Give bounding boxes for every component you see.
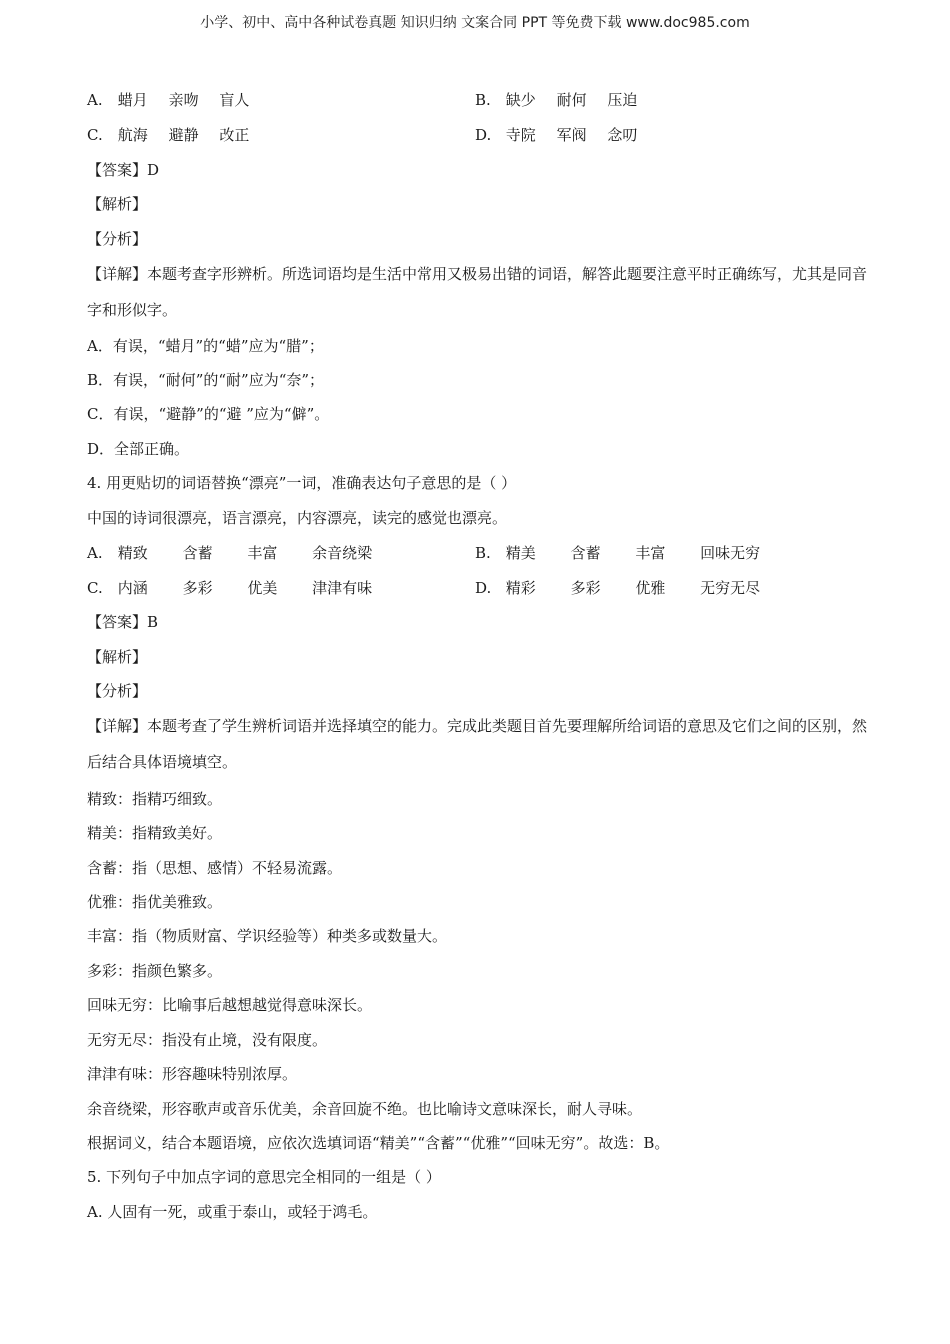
q4-sentence: 中国的诗词很漂亮，语言漂亮，内容漂亮，读完的感觉也漂亮。 [87,509,508,527]
q4-def-jingzhi: 精致：指精巧细致。 [87,790,223,808]
q3-jiexi: 【解析】 [87,195,148,213]
q5-option-a: A. 人固有一死，或重于泰山，或轻于鸿毛。 [87,1203,378,1221]
q4-option-a: A. 精致 含蓄 丰富 余音绕梁 [87,544,373,562]
q4-jiexi: 【解析】 [87,648,148,666]
q4-def-youya: 优雅：指优美雅致。 [87,893,223,911]
q4-stem: 4. 用更贴切的词语替换“漂亮”一词，准确表达句子意思的是（ ） [87,474,517,492]
q3-line-b: B．有误，“耐何”的“耐”应为“奈”； [87,371,325,389]
page-header: 小学、初中、高中各种试卷真题 知识归纳 文案合同 PPT 等免费下载 www.doc985.com [200,15,750,31]
q3-fenxi: 【分析】 [87,230,148,248]
q3-answer: 【答案】D [87,161,160,179]
q3-option-b: B. 缺少 耐何 压迫 [475,91,638,109]
q4-answer: 【答案】B [87,613,159,631]
q3-line-c: C．有误，“避静”的“避 ”应为“僻”。 [87,405,330,423]
q4-detail: 【详解】本题考查了学生辨析词语并选择填空的能力。完成此类题目首先要理解所给词语的意思及它们之间的区别，然后结合具体语境填空。 [87,717,868,771]
q4-def-yuyin: 余音绕梁，形容歌声或音乐优美，余音回旋不绝。也比喻诗文意味深长，耐人寻味。 [87,1100,643,1118]
q4-def-huiwei: 回味无穷：比喻事后越想越觉得意味深长。 [87,996,373,1014]
q3-option-a: A. 蜡月 亲吻 盲人 [87,91,250,109]
q4-def-jinjin: 津津有味：形容趣味特别浓厚。 [87,1065,298,1083]
q4-option-d: D. 精彩 多彩 优雅 无穷无尽 [475,579,761,597]
q4-def-hanxu: 含蓄：指（思想、感情）不轻易流露。 [87,859,343,877]
q4-def-fengfu: 丰富：指（物质财富、学识经验等）种类多或数量大。 [87,927,448,945]
q5-stem: 5. 下列句子中加点字词的意思完全相同的一组是（ ） [87,1168,441,1186]
q3-line-d: D．全部正确。 [87,440,190,458]
q3-detail: 【详解】本题考查字形辨析。所选词语均是生活中常用又极易出错的词语，解答此题要注意平时正确练写，尤其是同音字和形似字。 [87,265,868,319]
q3-option-d: D. 寺院 军阀 念叨 [475,126,638,144]
q3-option-c: C. 航海 避静 改正 [87,126,250,144]
q4-def-wuqiong: 无穷无尽：指没有止境，没有限度。 [87,1031,328,1049]
q4-option-b: B. 精美 含蓄 丰富 回味无穷 [475,544,761,562]
q3-line-a: A．有误，“蜡月”的“蜡”应为“腊”； [87,337,324,355]
q4-def-jingmei: 精美：指精致美好。 [87,824,223,842]
q4-option-c: C. 内涵 多彩 优美 津津有味 [87,579,373,597]
q4-def-duocai: 多彩：指颜色繁多。 [87,962,223,980]
q4-conclusion: 根据词义，结合本题语境，应依次选填词语“精美”“含蓄”“优雅”“回味无穷”。故选：B。 [87,1134,670,1152]
q4-fenxi: 【分析】 [87,682,148,700]
